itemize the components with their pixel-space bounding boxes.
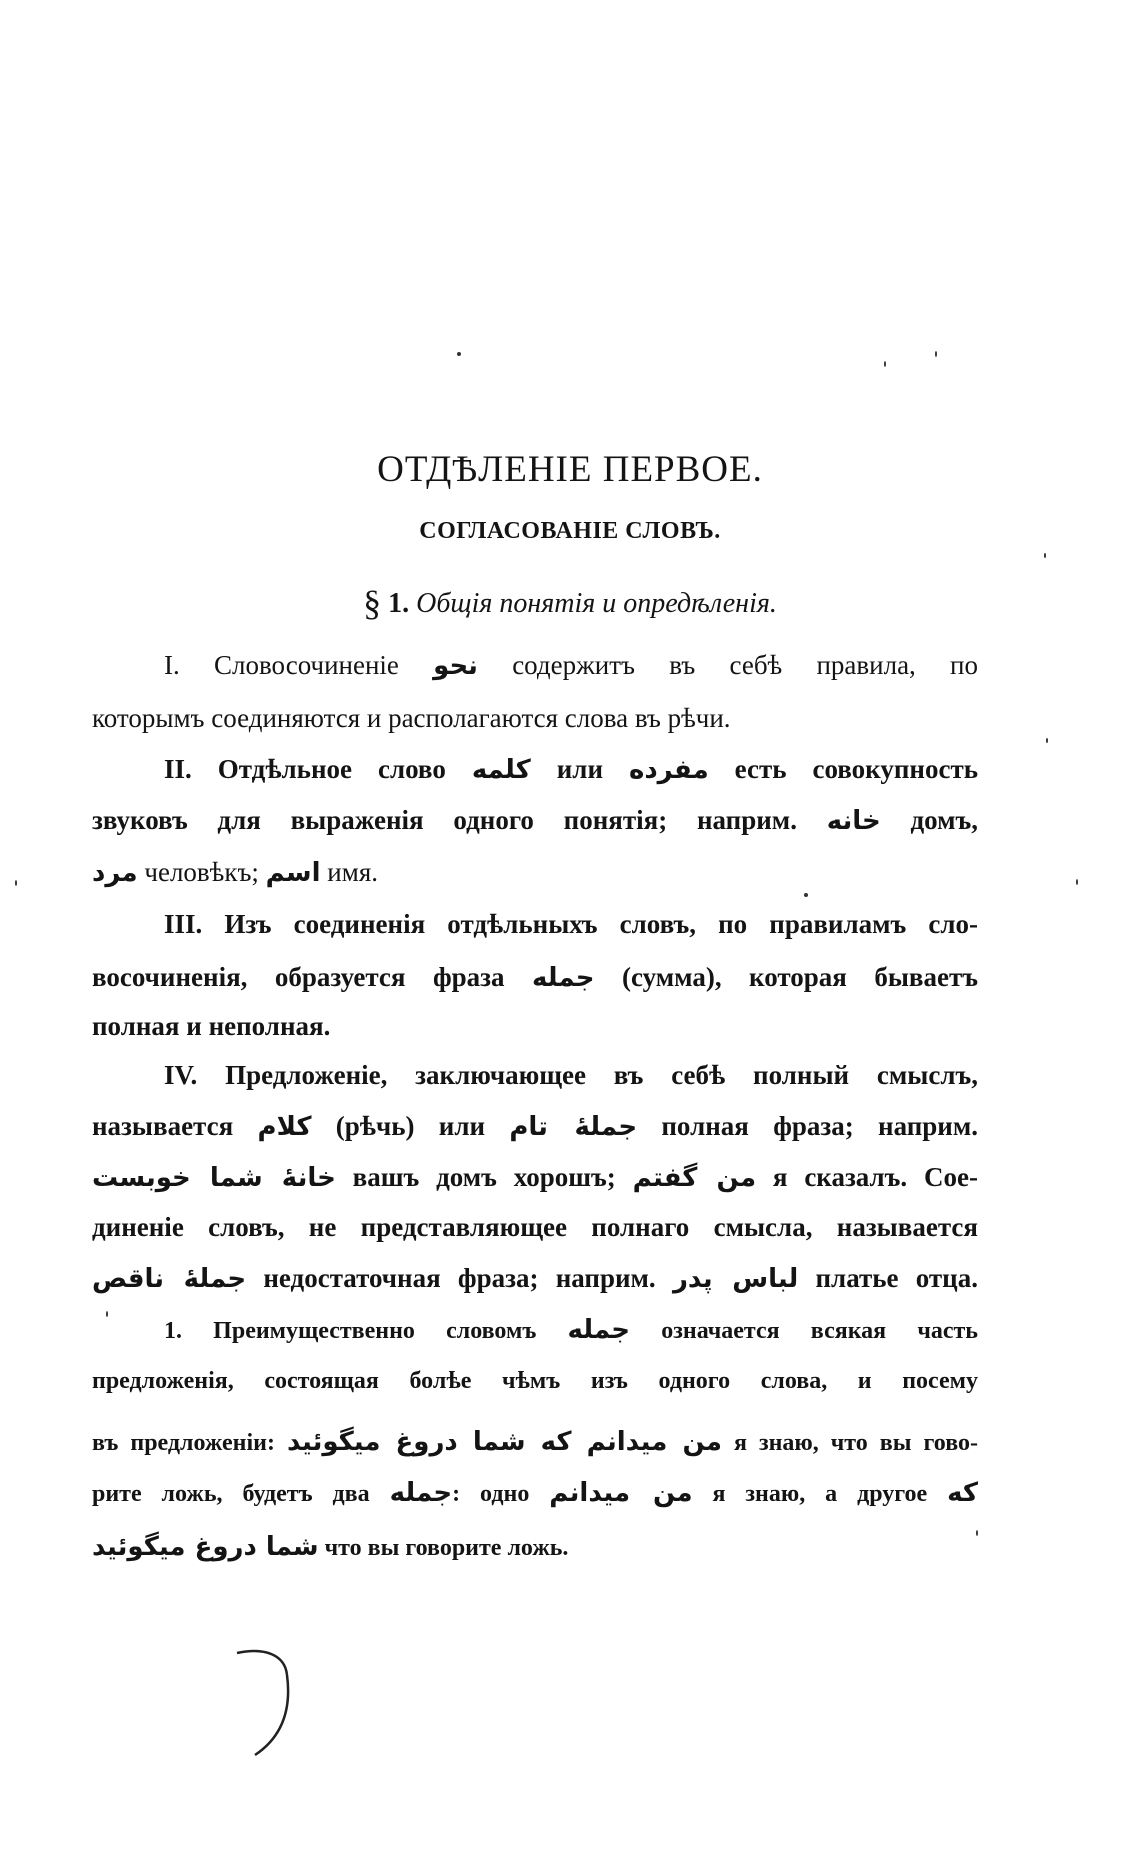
text-fragment: есть совокупность	[708, 754, 978, 784]
text-line	[92, 855, 978, 890]
text-fragment: вашъ домъ хорошъ;	[335, 1162, 633, 1192]
text-line	[92, 1530, 978, 1565]
text-fragment: которымъ соединяются и располагаются слова въ рѣчи.	[92, 703, 731, 733]
text-line	[92, 752, 978, 787]
text-fragment: въ предложеніи:	[92, 1430, 287, 1456]
scan-speck	[1046, 738, 1048, 743]
text-fragment: человѣкъ;	[137, 857, 266, 887]
text-line	[92, 648, 978, 683]
text-fragment: платье отца.	[798, 1263, 978, 1293]
text-line	[92, 1425, 978, 1460]
text-fragment: (рѣчь) или	[311, 1111, 510, 1141]
persian-word: جمله	[567, 1315, 631, 1345]
text-fragment: III. Изъ соединенія отдѣльныхъ словъ, по правиламъ сло-	[164, 909, 978, 939]
text-fragment: полная фраза; наприм.	[637, 1111, 978, 1141]
persian-word: خانهٔ شما خوبست	[92, 1163, 336, 1193]
persian-word: كلمه	[471, 755, 531, 785]
persian-word: شما دروغ ميگوئيد	[92, 1532, 319, 1562]
text-line	[92, 907, 978, 941]
persian-word: خانه	[826, 806, 881, 836]
text-fragment: или	[530, 754, 629, 784]
text-fragment: я сказалъ. Сое-	[756, 1162, 978, 1192]
persian-word: من ميدانم كه شما دروغ ميگوئيد	[286, 1427, 722, 1457]
persian-word: كلام	[257, 1112, 312, 1142]
paragraph-number: 1.	[388, 588, 410, 619]
scan-speck	[457, 352, 461, 356]
text-fragment: II. Отдѣльное слово	[164, 754, 472, 784]
subsection-title: СОГЛАСОВАНІЕ СЛОВЪ.	[419, 518, 721, 544]
persian-word: جملهٔ ناقص	[92, 1264, 247, 1294]
text-fragment: означается всякая часть	[630, 1318, 978, 1344]
text-fragment: (сумма), которая бываетъ	[594, 962, 978, 992]
text-line	[92, 1364, 978, 1398]
text-fragment: предложенія, состоящая болѣе чѣмъ изъ одного слова, и посему	[92, 1368, 978, 1394]
margin-bracket-mark	[235, 1645, 305, 1765]
text-fragment: 1. Преимущественно словомъ	[164, 1318, 568, 1344]
scan-speck	[804, 893, 808, 897]
text-fragment: диненіе словъ, не представляющее полнаго смысла, называется	[92, 1212, 978, 1242]
scan-speck	[935, 351, 937, 357]
text-fragment: звуковъ для выраженія одного понятія; наприм.	[92, 805, 827, 835]
paragraph-heading-text: Общія понятія и опредѣленія.	[416, 588, 777, 619]
text-line	[92, 1210, 978, 1244]
text-line	[92, 1313, 978, 1348]
persian-word: جملهٔ تام	[509, 1112, 638, 1142]
text-fragment: содержитъ въ себѣ правила, по	[477, 650, 978, 680]
persian-word: مرد	[92, 858, 138, 888]
persian-word: جمله	[531, 963, 595, 993]
text-line	[92, 1009, 978, 1043]
text-fragment: я знаю, а другое	[692, 1481, 948, 1507]
scan-speck	[15, 880, 17, 886]
text-fragment: I. Словосочиненіе	[164, 650, 434, 680]
text-fragment: домъ,	[880, 805, 979, 835]
text-line	[92, 803, 978, 838]
scan-speck	[1076, 879, 1078, 885]
text-fragment: имя.	[320, 857, 378, 887]
text-line	[92, 1160, 978, 1195]
scan-speck	[884, 361, 886, 367]
text-fragment: IV. Предложеніе, заключающее въ себѣ полный смыслъ,	[164, 1060, 978, 1090]
text-fragment: что вы говорите ложь.	[318, 1535, 569, 1561]
text-fragment: полная и неполная.	[92, 1011, 331, 1041]
text-fragment: я знаю, что вы гово-	[721, 1430, 978, 1456]
text-line	[92, 1058, 978, 1092]
text-fragment: восочиненія, образуется фраза	[92, 962, 532, 992]
section-title: ОТДѢЛЕНІЕ ПЕРВОЕ.	[377, 449, 763, 490]
text-line	[92, 960, 978, 995]
text-line	[92, 701, 978, 735]
paragraph-heading	[0, 582, 1140, 624]
text-fragment: рите ложь, будетъ два	[92, 1481, 390, 1507]
persian-word: كه	[947, 1478, 979, 1508]
text-fragment: недостаточная фраза; наприм.	[246, 1263, 673, 1293]
scan-speck	[1044, 553, 1046, 558]
section-sign: §	[363, 583, 382, 623]
persian-word: جمله	[389, 1478, 453, 1508]
text-fragment: : одно	[452, 1481, 550, 1507]
text-line	[92, 1109, 978, 1144]
persian-word: نحو	[433, 651, 478, 681]
text-fragment: называется	[92, 1111, 258, 1141]
text-line	[92, 1261, 978, 1296]
persian-word: من ميدانم	[549, 1478, 693, 1508]
persian-word: اسم	[265, 858, 321, 888]
persian-word: لباس پدر	[672, 1264, 799, 1294]
text-line	[92, 1476, 978, 1511]
persian-word: من گفتم	[632, 1163, 757, 1193]
persian-word: مفرده	[628, 755, 709, 785]
